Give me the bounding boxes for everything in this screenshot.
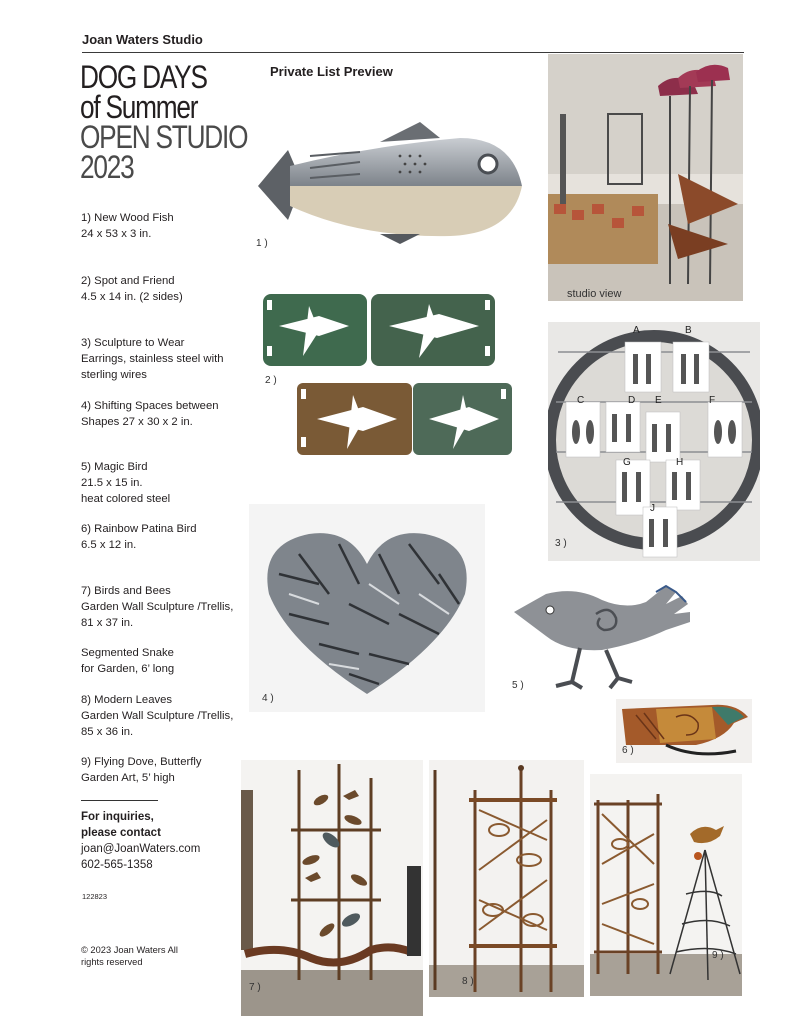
title-line-2: of Summer bbox=[80, 89, 198, 125]
caption-magic-bird: 5 ) bbox=[512, 680, 524, 691]
item-title: 3) Sculpture to Wear bbox=[81, 337, 185, 349]
list-item bbox=[81, 210, 174, 242]
contact-line-1: For inquiries, bbox=[81, 811, 154, 823]
item-detail: Garden Wall Sculpture /Trellis, bbox=[81, 601, 234, 613]
heart-photo bbox=[249, 504, 485, 712]
preview-label: Private List Preview bbox=[270, 64, 393, 79]
modern-leaves-trellis-image bbox=[429, 760, 584, 997]
list-item bbox=[81, 521, 197, 553]
earring-letter: E bbox=[655, 395, 662, 406]
caption-studio-view: studio view bbox=[567, 288, 622, 300]
earring-letter: J bbox=[650, 503, 655, 514]
copyright: © 2023 Joan Waters All rights reserved bbox=[81, 945, 178, 967]
list-item bbox=[81, 335, 224, 383]
dove-photo bbox=[590, 774, 742, 996]
rainbow-bird-photo bbox=[616, 699, 752, 763]
item-detail: 6.5 x 12 in. bbox=[81, 539, 137, 551]
item-title: Segmented Snake bbox=[81, 647, 174, 659]
earring-letter: F bbox=[709, 395, 716, 406]
leaves-photo bbox=[429, 760, 584, 997]
birds-bees-photo bbox=[241, 760, 423, 1016]
title-line-3: OPEN STUDIO bbox=[80, 119, 248, 155]
item-detail: 81 x 37 in. bbox=[81, 617, 134, 629]
flying-dove-image bbox=[590, 774, 742, 996]
caption-birds-bees: 7 ) bbox=[249, 982, 261, 993]
contact-rule bbox=[81, 800, 158, 801]
earring-letter: D bbox=[628, 395, 636, 406]
spot-friend-image-2 bbox=[293, 377, 516, 461]
studio-name: Joan Waters Studio bbox=[82, 32, 203, 47]
magic-bird-image bbox=[506, 574, 696, 694]
contact-line-2: please contact bbox=[81, 827, 161, 839]
birds-and-bees-trellis-image bbox=[241, 760, 423, 1016]
item-detail: 24 x 53 x 3 in. bbox=[81, 228, 152, 240]
title-line-1: DOG DAYS bbox=[80, 59, 207, 95]
contact-email[interactable]: joan@JoanWaters.com bbox=[81, 843, 201, 855]
caption-earrings: 3 ) bbox=[555, 538, 567, 549]
item-title: 9) Flying Dove, Butterfly bbox=[81, 756, 202, 768]
earring-letter: H bbox=[676, 457, 684, 468]
item-detail: heat colored steel bbox=[81, 493, 171, 505]
studio-photo bbox=[548, 54, 743, 301]
spot-friend-image-1 bbox=[259, 286, 499, 372]
list-item bbox=[81, 459, 170, 507]
earring-letter: G bbox=[623, 457, 631, 468]
item-title: 5) Magic Bird bbox=[81, 461, 148, 473]
rainbow-patina-bird-image bbox=[616, 699, 752, 763]
item-title: 2) Spot and Friend bbox=[81, 275, 175, 287]
list-item bbox=[81, 645, 174, 677]
caption-leaves: 8 ) bbox=[462, 976, 474, 987]
contact-phone: 602-565-1358 bbox=[81, 859, 153, 871]
earring-letter: B bbox=[685, 325, 692, 336]
caption-spot: 2 ) bbox=[265, 375, 277, 386]
item-detail: Earrings, stainless steel with bbox=[81, 353, 224, 365]
list-item bbox=[81, 398, 219, 430]
item-detail: 21.5 x 15 in. bbox=[81, 477, 143, 489]
earrings-photo bbox=[548, 322, 760, 561]
item-detail: Garden Wall Sculpture /Trellis, bbox=[81, 710, 234, 722]
item-title: 8) Modern Leaves bbox=[81, 694, 173, 706]
caption-heart: 4 ) bbox=[262, 693, 274, 704]
caption-fish: 1 ) bbox=[256, 238, 268, 249]
title-line-4: 2023 bbox=[80, 149, 134, 185]
caption-dove: 9 ) bbox=[712, 950, 724, 961]
list-item bbox=[81, 273, 183, 305]
doc-code: 122823 bbox=[82, 892, 108, 901]
item-title: 1) New Wood Fish bbox=[81, 212, 174, 224]
spot-friend-photo-1 bbox=[259, 286, 499, 372]
list-item bbox=[81, 754, 202, 786]
item-title: 4) Shifting Spaces between bbox=[81, 400, 219, 412]
studio-view-image bbox=[548, 54, 743, 301]
list-item bbox=[81, 583, 233, 631]
header-rule bbox=[82, 52, 744, 53]
earrings-display-image bbox=[548, 322, 760, 561]
caption-rainbow-bird: 6 ) bbox=[622, 745, 634, 756]
fish-photo bbox=[250, 116, 530, 246]
item-detail: 4.5 x 14 in. (2 sides) bbox=[81, 291, 183, 303]
magic-bird-photo bbox=[506, 574, 696, 694]
item-detail: sterling wires bbox=[81, 369, 147, 381]
item-detail: Garden Art, 5’ high bbox=[81, 772, 175, 784]
item-title: 7) Birds and Bees bbox=[81, 585, 171, 597]
contact-block bbox=[81, 800, 200, 873]
item-detail: for Garden, 6’ long bbox=[81, 663, 175, 675]
item-detail: Shapes 27 x 30 x 2 in. bbox=[81, 416, 193, 428]
earring-letter: A bbox=[633, 325, 640, 336]
item-detail: 85 x 36 in. bbox=[81, 726, 134, 738]
earring-letter: C bbox=[577, 395, 585, 406]
fish-sculpture-image bbox=[250, 116, 530, 246]
shifting-spaces-image bbox=[249, 504, 485, 712]
spot-friend-photo-2 bbox=[293, 377, 516, 461]
list-item bbox=[81, 692, 233, 740]
item-title: 6) Rainbow Patina Bird bbox=[81, 523, 197, 535]
